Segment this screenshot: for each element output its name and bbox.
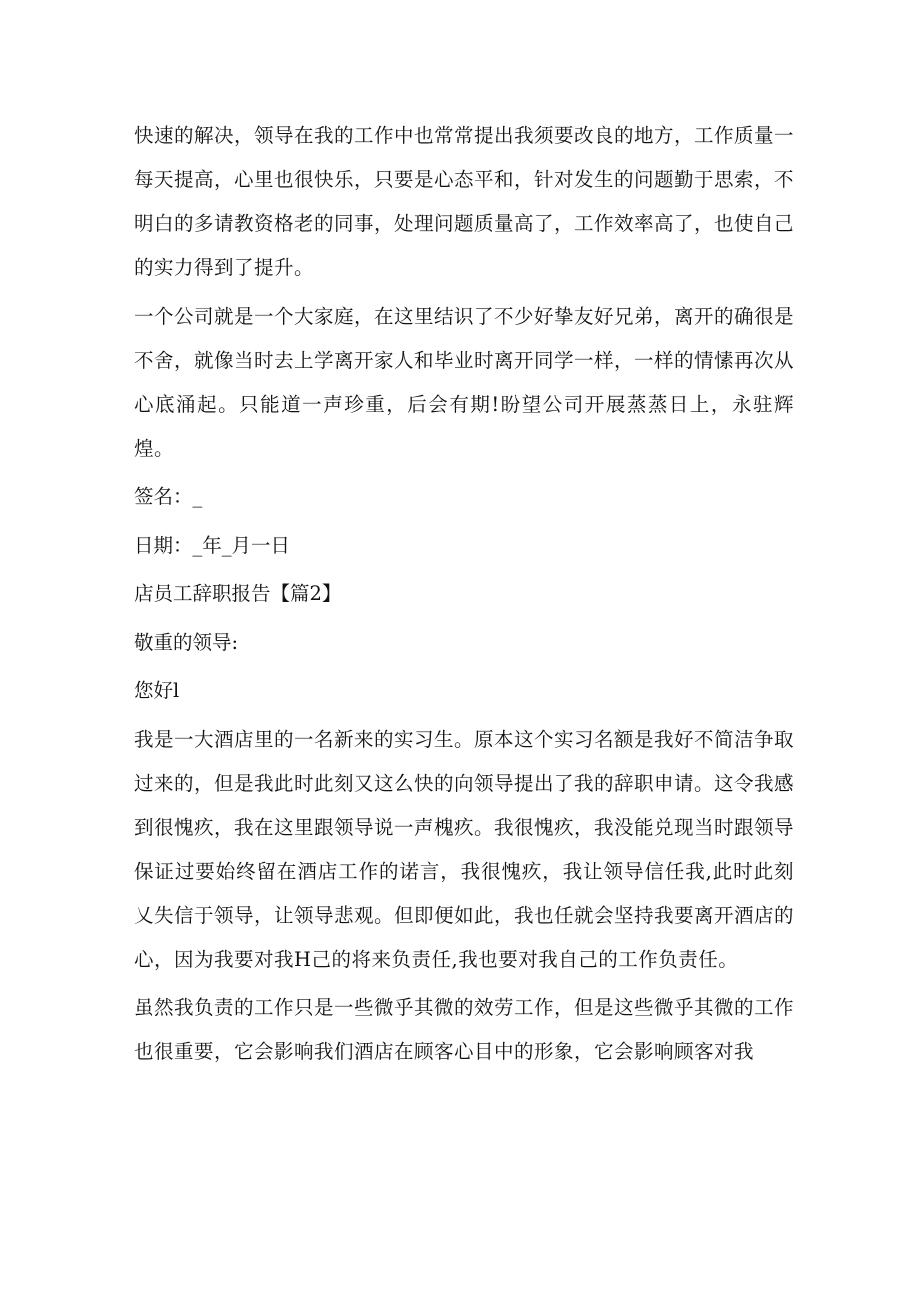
paragraph-3: 我是一大酒店里的一名新来的实习生。原本这个实习名额是我好不简洁争取过来的，但是我此时此刻又这么快的向领导提出了我的辞职申请。这令我感到很愧疚，我在这里跟领导说一声槐疚。我很愧疚，我没能兑现当时跟领导保证过要始终留在酒店工作的诺言，我很愧疚，我让领导信任我,此时此刻乂失信于领导，让领导悲观。但即便如此，我也任就会坚持我要离开酒店的心，因为我要对我H己的将来负责任,我也要对我自己的工作负责任。 [134, 727, 795, 971]
salutation: 敬重的领导: [134, 630, 239, 654]
section-title: 店员工辞职报告【篇2】 [134, 582, 342, 605]
paragraph-2: 一个公司就是一个大家庭，在这里结识了不少好挚友好兄弟，离开的确很是不舍，就像当时去上学离开家人和毕业时离开同学一样，一样的情愫再次从心底涌起。只能道一声珍重，后会有期!盼望公司开展蒸蒸日上，永驻辉煌。 [134, 304, 795, 460]
paragraph-4: 虽然我负责的工作只是一些微乎其微的效劳工作，但是这些微乎其微的工作也很重要，它会影响我们酒店在顾客心目中的形象，它会影响顾客对我 [134, 996, 795, 1063]
paragraph-1: 快速的解决，领导在我的工作中也常常提出我须要改良的地方，工作质量一每天提高，心里也很快乐，只要是心态平和，针对发生的问题勤于思索，不明白的多请教资格老的同事，处理问题质量高了，工作效率高了，也使自己的实力得到了提升。 [134, 124, 795, 279]
signature-line: 签名：_ [134, 485, 203, 508]
date-line: 日期：_年_月一日 [134, 533, 291, 557]
document-body [134, 114, 794, 1079]
greeting: 您好l [134, 679, 180, 702]
